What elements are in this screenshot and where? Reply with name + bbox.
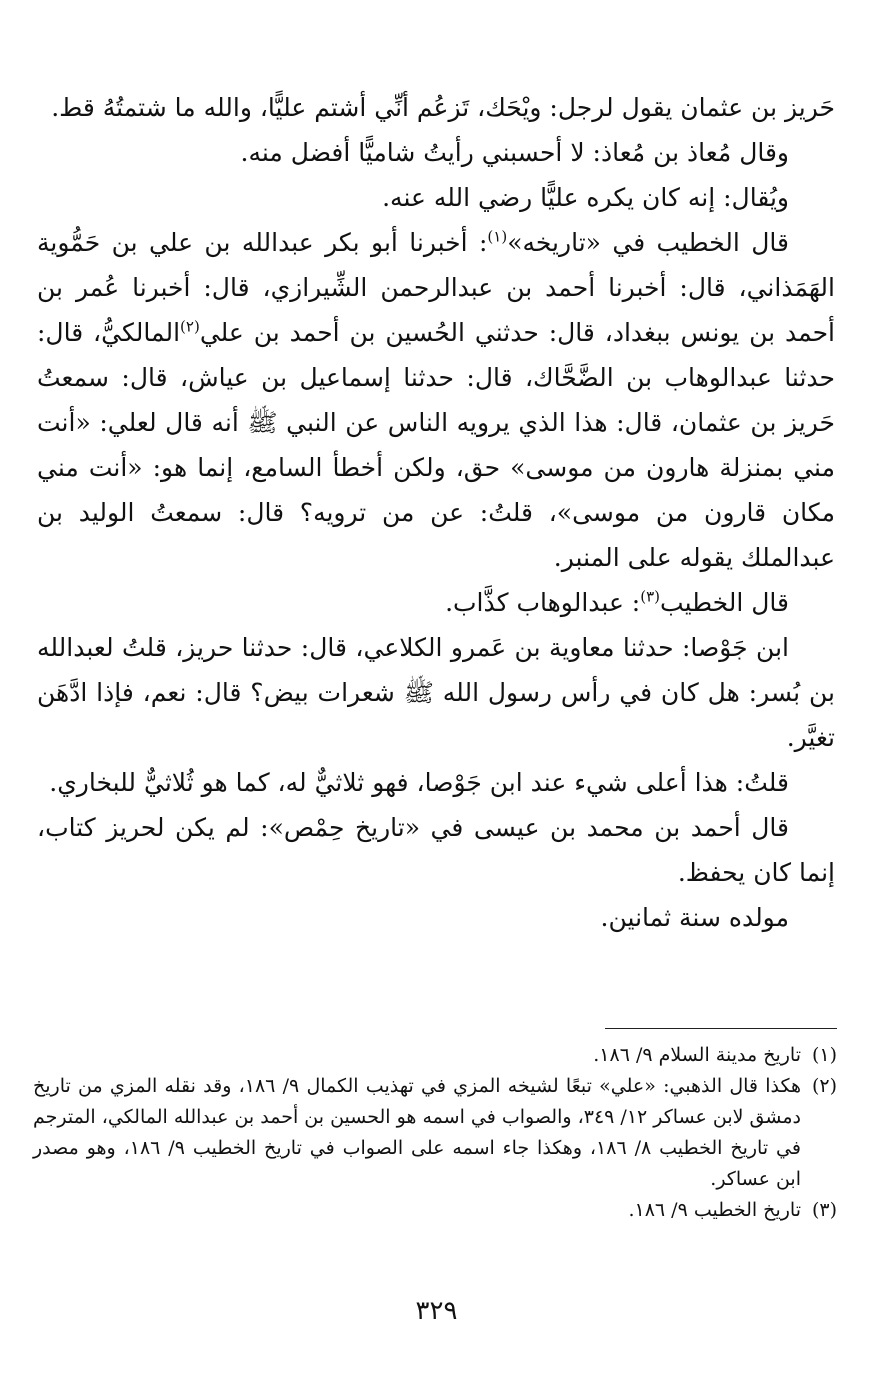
paragraph-4-part-1: قال الخطيب في «تاريخه» (507, 228, 789, 257)
footnote-text: تاريخ الخطيب ٩/ ١٨٦. (628, 1199, 801, 1221)
footnote-number: (٢) (811, 1075, 837, 1097)
paragraph-5-part-1: قال الخطيب (660, 588, 789, 617)
footnotes (33, 1040, 837, 1226)
footnote-ref-1[interactable]: (١) (487, 227, 508, 246)
paragraph-6: ابن جَوْصا: حدثنا معاوية بن عَمرو الكلاعي، قال: حدثنا حريز، قلتُ لعبدالله بن بُسر: هل كان في رأس رسول الله ﷺ شعرات بيض؟ قال: نعم، فإذا ادَّهَن تغيَّر. (37, 633, 835, 752)
page-number: ٣٢٩ (415, 1296, 458, 1326)
paragraph-4-part-3: المالكيُّ، قال: حدثنا عبدالوهاب بن الضَّحَّاك، قال: حدثنا إسماعيل بن عياش، قال: سمعتُ حَريز بن عثمان، قال: هذا الذي يرويه الناس عن النبي ﷺ أنه قال لعلي: «أنت مني بمنزلة هارون من موسى» حق، ولكن أخطأ السامع، إنما هو: «أنت مني مكان قارون من موسى»، قلتُ: عن من ترويه؟ قال: سمعتُ الوليد بن عبدالملك يقوله على المنبر. (37, 318, 835, 572)
paragraph-5-part-2: : عبدالوهاب كذَّاب. (445, 588, 641, 617)
footnote-divider (605, 1028, 837, 1029)
paragraph-9: مولده سنة ثمانين. (600, 903, 789, 932)
paragraph-5 (37, 580, 835, 625)
footnote-text: هكذا قال الذهبي: «علي» تبعًا لشيخه المزي في تهذيب الكمال ٩/ ١٨٦، وقد نقله المزي من تاريخ دمشق لابن عساكر ١٢/ ٣٤٩، والصواب في اسمه هو الحسين بن أحمد بن عبدالله المالكي، المترجم في تاريخ الخطيب ٨/ ١٨٦، وهكذا جاء اسمه على الصواب في تاريخ الخطيب ٩/ ١٨٦، وهو مصدر ابن عساكر. (33, 1075, 801, 1190)
main-text (37, 85, 835, 940)
footnote-2 (33, 1071, 837, 1195)
footnote-number: (١) (811, 1044, 837, 1066)
paragraph-8: قال أحمد بن محمد بن عيسى في «تاريخ حِمْص»: لم يكن لحريز كتاب، إنما كان يحفظ. (37, 813, 835, 887)
footnote-ref-2[interactable]: (٢) (180, 317, 200, 336)
paragraph-7: قلتُ: هذا أعلى شيء عند ابن جَوْصا، فهو ثلاثيٌّ له، كما هو ثُلاثيٌّ للبخاري. (49, 768, 789, 797)
footnote-1 (33, 1040, 837, 1071)
paragraph-2: وقال مُعاذ بن مُعاذ: لا أحسبني رأيتُ شاميًّا أفضل منه. (240, 138, 789, 167)
footnote-text: تاريخ مدينة السلام ٩/ ١٨٦. (593, 1044, 801, 1066)
footnote-ref-3[interactable]: (٣) (640, 587, 661, 606)
paragraph-4-part-2: : أخبرنا أبو بكر عبدالله بن علي بن حَمُّوية الهَمَذاني، قال: أخبرنا أحمد بن عبدالرحمن الشِّيرازي، قال: أخبرنا عُمر بن أحمد بن يونس ببغداد، قال: حدثني الحُسين بن أحمد بن علي (37, 228, 835, 347)
paragraph-3: ويُقال: إنه كان يكره عليًّا رضي الله عنه. (382, 183, 789, 212)
footnote-number: (٣) (811, 1199, 837, 1221)
footnote-3 (33, 1195, 837, 1226)
paragraph-4 (37, 220, 835, 580)
paragraph-1: حَريز بن عثمان يقول لرجل: ويْحَك، تَزعُم أنِّي أشتم عليًّا، والله ما شتمتُهُ قط. (51, 93, 835, 122)
